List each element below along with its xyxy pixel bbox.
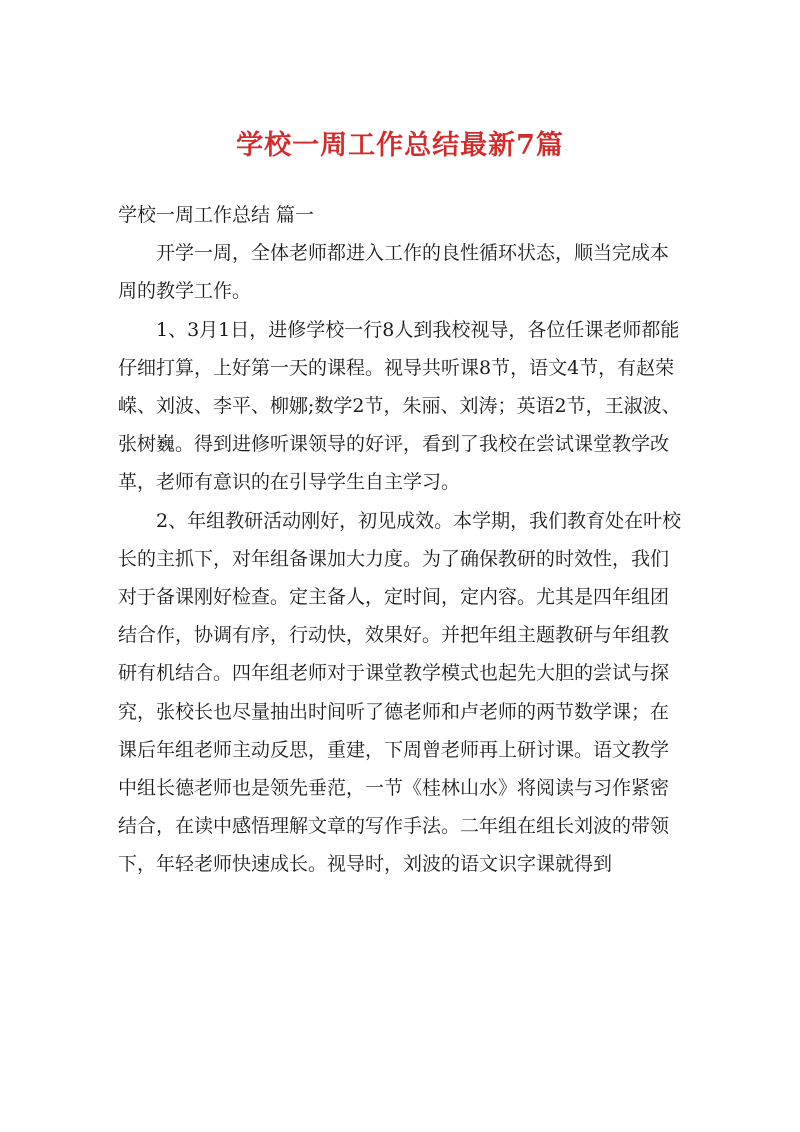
- paragraph-item-2: 2、年组教研活动刚好，初见成效。本学期，我们教育处在叶校长的主抓下，对年组备课加大力度。为了确保教研的时效性，我们对于备课刚好检查。定主备人，定时间，定内容。尤其是四年组团结合作，协调有序，行动快，效果好。并把年组主题教研与年组教研有机结合。四年组老师对于课堂教学模式也起先大胆的尝试与探究，张校长也尽量抽出时间听了德老师和卢老师的两节数学课；在课后年组老师主动反思，重建，下周曾老师再上研讨课。语文教学中组长德老师也是领先垂范，一节《桂林山水》将阅读与习作紧密结合，在读中感悟理解文章的写作手法。二年组在组长刘波的带领下，年轻老师快速成长。视导时，刘波的语文识字课就得到: [118, 509, 682, 876]
- section-heading: 学校一周工作总结 篇一: [118, 204, 315, 226]
- paragraph-item-1: 1、3月1日，进修学校一行8人到我校视导，各位任课老师都能仔细打算，上好第一天的课程。视导共听课8节，语文4节，有赵荣嵘、刘波、李平、柳娜;数学2节，朱丽、刘涛；英语2节，王淑波、张树巍。得到进修听课领导的好评，看到了我校在尝试课堂教学改革，老师有意识的在引导学生自主学习。: [118, 318, 681, 494]
- document-body: [118, 196, 684, 884]
- paragraph-intro: 开学一周，全体老师都进入工作的良性循环状态，顺当完成本周的教学工作。: [118, 242, 670, 303]
- document-title: 学校一周工作总结最新7篇: [236, 130, 564, 161]
